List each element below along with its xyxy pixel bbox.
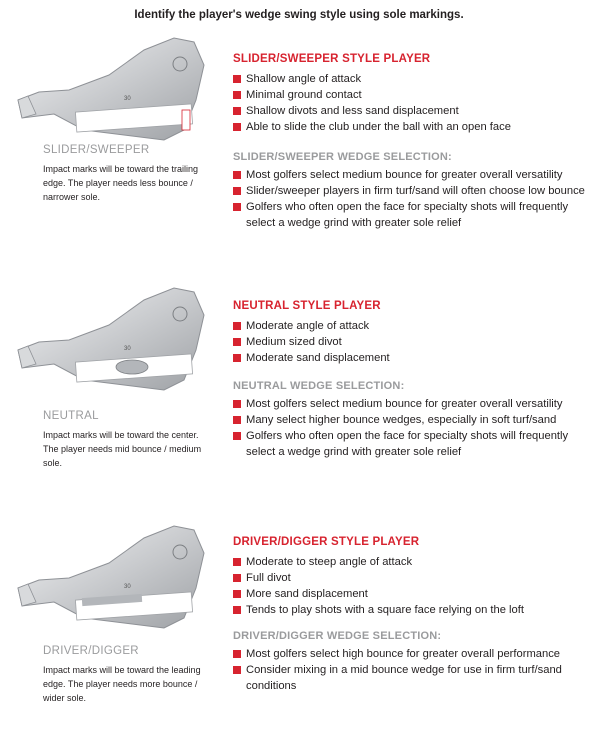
list-item: Shallow divots and less sand displacement bbox=[233, 103, 593, 119]
list-item: Consider mixing in a mid bounce wedge for use in firm turf/sand conditions bbox=[233, 662, 593, 694]
wedge-club-icon bbox=[14, 280, 209, 395]
player-style-title: DRIVER/DIGGER STYLE PLAYER bbox=[233, 536, 420, 548]
style-name: DRIVER/DIGGER bbox=[43, 645, 139, 657]
list-item: Golfers who often open the face for specialty shots will frequently select a wedge grind with greater sole relief bbox=[233, 428, 593, 460]
list-item: Moderate angle of attack bbox=[233, 318, 593, 334]
page-heading: Identify the player's wedge swing style using sole markings. bbox=[134, 9, 464, 21]
style-name: NEUTRAL bbox=[43, 410, 99, 422]
list-item: Most golfers select high bounce for greater overall performance bbox=[233, 646, 593, 662]
list-item: Able to slide the club under the ball with an open face bbox=[233, 119, 593, 135]
list-item: More sand displacement bbox=[233, 586, 593, 602]
wedge-selection-list bbox=[233, 646, 593, 694]
neutral-details bbox=[233, 298, 593, 460]
svg-text:30: 30 bbox=[124, 346, 131, 352]
list-item: Moderate sand displacement bbox=[233, 350, 593, 366]
svg-text:30: 30 bbox=[124, 96, 131, 102]
player-style-title: SLIDER/SWEEPER STYLE PLAYER bbox=[233, 53, 431, 65]
player-style-title: NEUTRAL STYLE PLAYER bbox=[233, 300, 381, 312]
wedge-selection-list bbox=[233, 396, 593, 460]
player-traits-list bbox=[233, 71, 593, 135]
list-item: Moderate to steep angle of attack bbox=[233, 554, 593, 570]
list-item: Minimal ground contact bbox=[233, 87, 593, 103]
list-item: Slider/sweeper players in firm turf/sand will often choose low bounce bbox=[233, 183, 593, 199]
player-traits-list bbox=[233, 554, 593, 618]
wedge-sole-image-neutral bbox=[14, 280, 209, 395]
list-item: Golfers who often open the face for specialty shots will frequently select a wedge grind with greater sole relief bbox=[233, 199, 593, 231]
wedge-selection-title: NEUTRAL WEDGE SELECTION: bbox=[233, 380, 405, 392]
list-item: Full divot bbox=[233, 570, 593, 586]
wedge-selection-title: SLIDER/SWEEPER WEDGE SELECTION: bbox=[233, 151, 452, 163]
wedge-club-icon bbox=[14, 518, 209, 633]
list-item: Most golfers select medium bounce for greater overall versatility bbox=[233, 396, 593, 412]
wedge-sole-image-slider bbox=[14, 30, 209, 145]
driver-details bbox=[233, 534, 593, 694]
player-traits-list bbox=[233, 318, 593, 366]
wedge-club-icon bbox=[14, 30, 209, 145]
wedge-selection-list bbox=[233, 167, 593, 231]
svg-text:30: 30 bbox=[124, 584, 131, 590]
list-item: Shallow angle of attack bbox=[233, 71, 593, 87]
style-description: Impact marks will be toward the center. The player needs mid bounce / medium sole. bbox=[43, 430, 202, 468]
list-item: Most golfers select medium bounce for greater overall versatility bbox=[233, 167, 593, 183]
slider-details bbox=[233, 51, 593, 231]
wedge-selection-title: DRIVER/DIGGER WEDGE SELECTION: bbox=[233, 630, 442, 642]
list-item: Many select higher bounce wedges, especially in soft turf/sand bbox=[233, 412, 593, 428]
style-description: Impact marks will be toward the leading edge. The player needs more bounce / wider sole. bbox=[43, 665, 201, 703]
wedge-sole-image-driver bbox=[14, 518, 209, 633]
style-name: SLIDER/SWEEPER bbox=[43, 144, 150, 156]
list-item: Tends to play shots with a square face relying on the loft bbox=[233, 602, 593, 618]
style-description: Impact marks will be toward the trailing edge. The player needs less bounce / narrower sole. bbox=[43, 164, 199, 202]
list-item: Medium sized divot bbox=[233, 334, 593, 350]
